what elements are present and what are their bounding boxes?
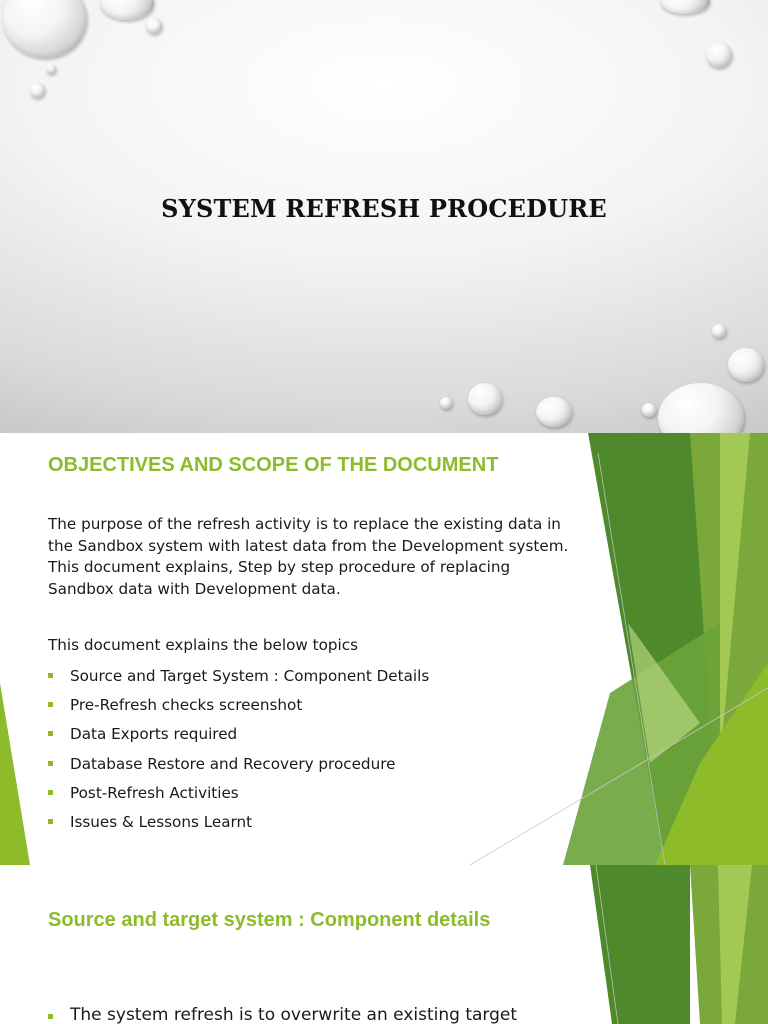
water-droplet bbox=[440, 397, 452, 409]
water-droplet bbox=[146, 18, 162, 34]
water-droplet bbox=[658, 383, 744, 433]
bullet-square-icon bbox=[48, 761, 53, 766]
water-droplet bbox=[642, 403, 656, 417]
water-droplet bbox=[706, 42, 732, 68]
bullet-square-icon bbox=[48, 1014, 53, 1019]
list-item bbox=[48, 808, 429, 837]
water-droplet bbox=[100, 0, 154, 20]
objectives-slide bbox=[0, 433, 768, 865]
list-item-label: Pre-Refresh checks screenshot bbox=[70, 696, 303, 715]
dark-green-facet bbox=[590, 865, 690, 1024]
component-details-slide bbox=[0, 865, 768, 1024]
list-item bbox=[48, 691, 429, 720]
bullet-square-icon bbox=[48, 731, 53, 736]
water-droplet bbox=[712, 324, 726, 338]
section-heading: OBJECTIVES AND SCOPE OF THE DOCUMENT bbox=[48, 454, 499, 476]
list-item bbox=[48, 720, 429, 749]
topics-list bbox=[48, 662, 429, 837]
water-droplet bbox=[46, 64, 56, 74]
bullet-square-icon bbox=[48, 819, 53, 824]
list-item-label: Data Exports required bbox=[70, 725, 238, 744]
green-facets-decoration bbox=[0, 865, 768, 1024]
bullet-square-icon bbox=[48, 702, 53, 707]
bullet-square-icon bbox=[48, 673, 53, 678]
left-green-sliver bbox=[0, 683, 30, 865]
purpose-paragraph: The purpose of the refresh activity is to replace the existing data in the Sandbox system with latest data from the Development system. This document explains, Step by step procedure of replacing Sandbox data with Development data. bbox=[48, 515, 569, 598]
section-heading: Source and target system : Component details bbox=[48, 909, 491, 931]
water-droplet bbox=[468, 383, 502, 415]
water-droplet bbox=[536, 397, 572, 427]
water-droplet bbox=[728, 348, 764, 382]
water-droplet bbox=[660, 0, 710, 14]
list-item bbox=[48, 662, 429, 691]
list-item-label: Source and Target System : Component Details bbox=[70, 667, 430, 685]
list-item bbox=[48, 1005, 517, 1024]
title-slide bbox=[0, 0, 768, 433]
list-item-label: Issues & Lessons Learnt bbox=[70, 812, 253, 831]
water-droplet bbox=[3, 0, 87, 58]
slide-title: SYSTEM REFRESH PROCEDURE bbox=[161, 194, 607, 223]
list-item-label: Database Restore and Recovery procedure bbox=[70, 754, 396, 773]
list-item-label: Post-Refresh Activities bbox=[70, 783, 239, 802]
list-item bbox=[48, 779, 429, 808]
list-item-label: The system refresh is to overwrite an existing target bbox=[70, 1005, 518, 1024]
bullet-square-icon bbox=[48, 790, 53, 795]
topics-intro: This document explains the below topics bbox=[48, 636, 359, 654]
list-item bbox=[48, 750, 429, 779]
water-droplet bbox=[30, 83, 45, 98]
